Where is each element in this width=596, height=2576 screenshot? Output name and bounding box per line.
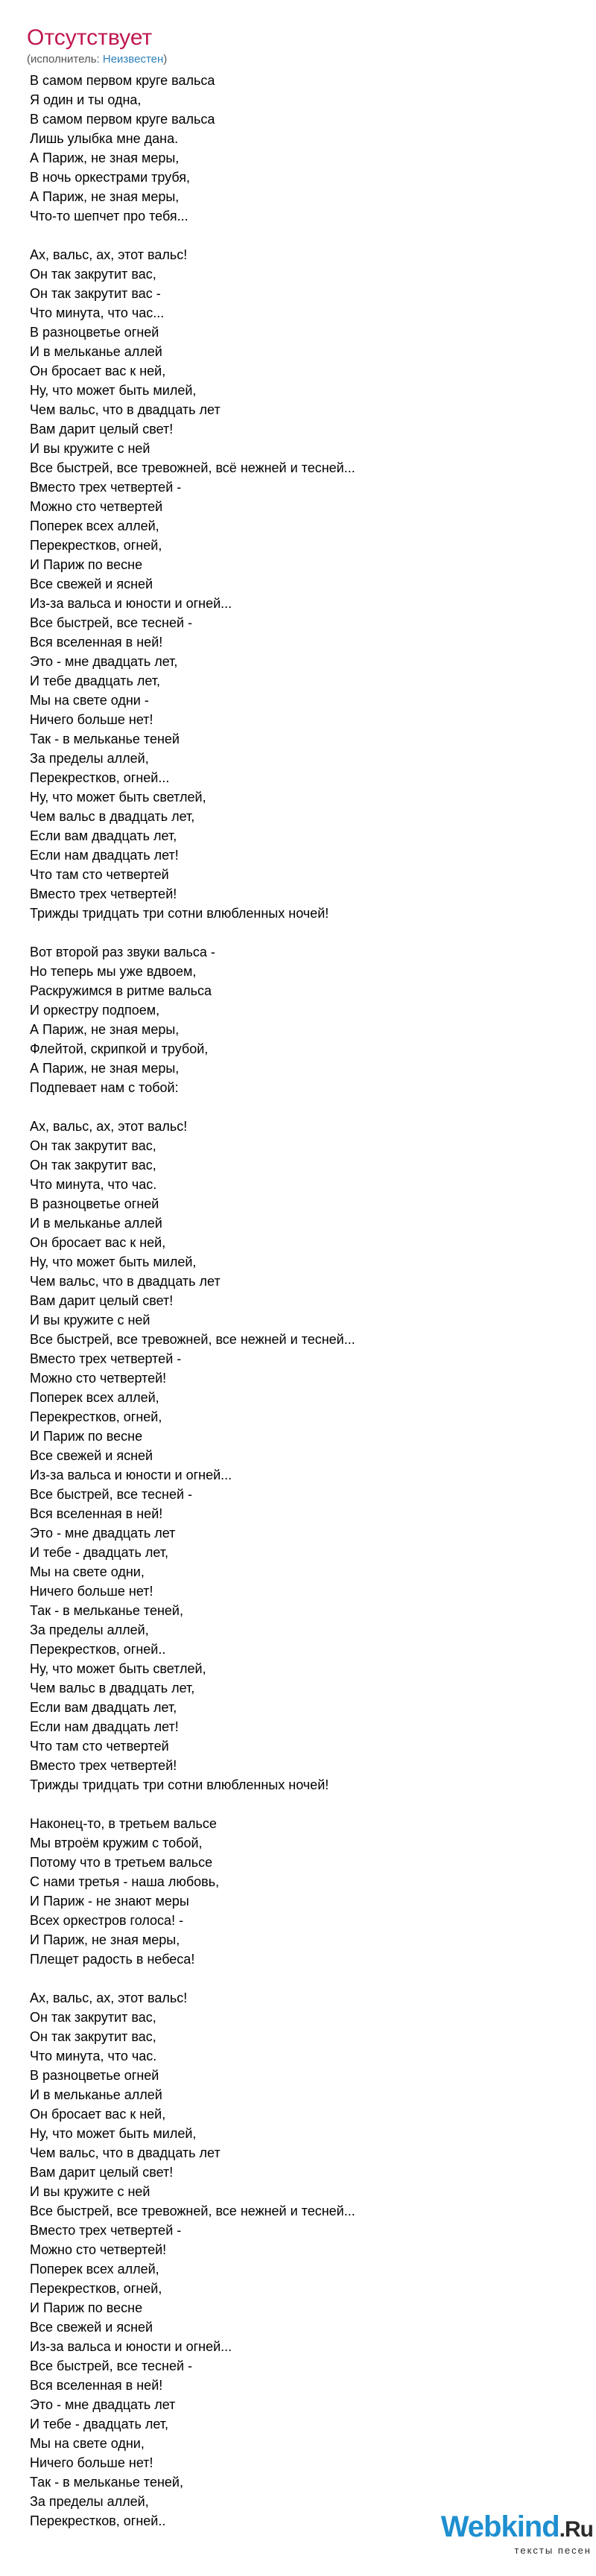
lyrics-line: Вместо трех четвертей! <box>30 1758 177 1773</box>
lyrics-stanza <box>30 245 581 923</box>
lyrics-line: Ну, что может быть светлей, <box>30 1661 206 1676</box>
lyrics-line: А Париж, не зная меры, <box>30 1061 180 1076</box>
lyrics-line: Трижды тридцать три сотни влюбленных ночей! <box>30 906 329 921</box>
lyrics-line: Что минута, что час... <box>30 305 165 320</box>
lyrics-line: Все быстрей, все тесней - <box>30 615 193 630</box>
lyrics-line: А Париж, не зная меры, <box>30 150 180 165</box>
lyrics-line: Чем вальс, что в двадцать лет <box>30 2145 221 2160</box>
lyrics-line: Вам дарит целый свет! <box>30 422 174 437</box>
lyrics-line: Поперек всех аллей, <box>30 2262 159 2277</box>
lyrics-body <box>30 71 581 2550</box>
performer-line <box>27 52 578 67</box>
lyrics-line: Но теперь мы уже вдвоем, <box>30 964 197 979</box>
lyrics-line: Плещет радость в небеса! <box>30 1952 195 1967</box>
lyrics-line: Все быстрей, все тревожней, всё нежней и тесней... <box>30 460 355 475</box>
lyrics-line: Чем вальс в двадцать лет, <box>30 809 195 824</box>
lyrics-line: Это - мне двадцать лет <box>30 1526 176 1541</box>
lyrics-line: Так - в мельканье теней, <box>30 1603 183 1618</box>
logo-tld: .Ru <box>559 2517 593 2542</box>
lyrics-line: Флейтой, скрипкой и трубой, <box>30 1041 209 1056</box>
lyrics-line: Перекрестков, огней, <box>30 538 162 553</box>
lyrics-line: В ночь оркестрами трубя, <box>30 170 191 185</box>
lyrics-line: Он бросает вас к ней, <box>30 1235 166 1250</box>
lyrics-line: И тебе двадцать лет, <box>30 673 160 688</box>
lyrics-line: И оркестру подпоем, <box>30 1003 160 1018</box>
lyrics-stanza <box>30 1117 581 1795</box>
lyrics-line: Что там сто четвертей <box>30 867 169 882</box>
lyrics-line: В самом первом круге вальса <box>30 112 215 127</box>
lyrics-line: Поперек всех аллей, <box>30 1390 159 1405</box>
lyrics-line: Это - мне двадцать лет <box>30 2397 176 2412</box>
performer-prefix: (исполнитель: <box>27 53 103 66</box>
lyrics-line: И Париж по весне <box>30 557 143 572</box>
lyrics-stanza <box>30 71 581 226</box>
lyrics-line: Что-то шепчет про тебя... <box>30 209 188 223</box>
lyrics-line: И тебе - двадцать лет, <box>30 1545 168 1560</box>
lyrics-line: Если вам двадцать лет, <box>30 1700 177 1715</box>
song-header <box>27 25 578 67</box>
lyrics-stanza <box>30 1988 581 2531</box>
lyrics-line: Трижды тридцать три сотни влюбленных ночей! <box>30 1777 329 1792</box>
logo-tagline: тексты песен <box>514 2545 592 2556</box>
lyrics-line: Вам дарит целый свет! <box>30 1293 174 1308</box>
lyrics-line: Все быстрей, все тесней - <box>30 2358 193 2373</box>
lyrics-line: Раскружимся в ритме вальса <box>30 983 212 998</box>
lyrics-line: Чем вальс в двадцать лет, <box>30 1681 195 1695</box>
lyrics-line: Вот второй раз звуки вальса - <box>30 945 215 959</box>
lyrics-line: Он так закрутит вас, <box>30 1158 156 1173</box>
site-logo[interactable] <box>434 2510 593 2563</box>
lyrics-line: А Париж, не зная меры, <box>30 189 180 204</box>
lyrics-line: Он так закрутит вас, <box>30 267 156 282</box>
lyrics-line: И Париж - не знают меры <box>30 1894 189 1909</box>
lyrics-line: Можно сто четвертей <box>30 499 163 514</box>
lyrics-line: Он так закрутит вас, <box>30 1138 156 1153</box>
lyrics-line: Всех оркестров голоса! - <box>30 1913 184 1928</box>
lyrics-line: И вы кружите с ней <box>30 441 150 456</box>
lyrics-line: Ничего больше нет! <box>30 2455 153 2470</box>
lyrics-line: В разноцветье огней <box>30 2068 159 2083</box>
lyrics-line: Перекрестков, огней.. <box>30 2513 166 2528</box>
lyrics-line: Вместо трех четвертей! <box>30 886 177 901</box>
lyrics-line: Что минута, что час. <box>30 2049 157 2063</box>
lyrics-line: Вся вселенная в ней! <box>30 635 163 650</box>
lyrics-line: Ах, вальс, ах, этот вальс! <box>30 1990 188 2005</box>
lyrics-line: Все свежей и ясней <box>30 577 153 591</box>
lyrics-line: Он бросает вас к ней, <box>30 364 166 378</box>
lyrics-line: Перекрестков, огней.. <box>30 1642 166 1657</box>
lyrics-line: Ну, что может быть милей, <box>30 383 197 398</box>
lyrics-line: Ничего больше нет! <box>30 1584 153 1599</box>
lyrics-line: Потому что в третьем вальсе <box>30 1855 213 1870</box>
lyrics-line: За пределы аллей, <box>30 751 149 766</box>
lyrics-line: Поперек всех аллей, <box>30 518 159 533</box>
lyrics-line: Из-за вальса и юности и огней... <box>30 1468 232 1482</box>
lyrics-line: Если нам двадцать лет! <box>30 1719 179 1734</box>
lyrics-line: И в мельканье аллей <box>30 2087 162 2102</box>
lyrics-line: Что там сто четвертей <box>30 1739 169 1754</box>
lyrics-line: И Париж, не зная меры, <box>30 1932 180 1947</box>
lyrics-line: Вместо трех четвертей - <box>30 480 182 495</box>
lyrics-line: И Париж по весне <box>30 2300 143 2315</box>
lyrics-line: Я один и ты одна, <box>30 92 142 107</box>
lyrics-line: Все свежей и ясней <box>30 1448 153 1463</box>
lyrics-line: Все быстрей, все тревожней, все нежней и тесней... <box>30 2204 355 2218</box>
lyrics-stanza <box>30 942 581 1097</box>
lyrics-line: В самом первом круге вальса <box>30 73 215 88</box>
lyrics-line: И в мельканье аллей <box>30 1216 162 1231</box>
lyrics-line: Ну, что может быть светлей, <box>30 790 206 805</box>
lyrics-line: Он так закрутит вас, <box>30 2029 156 2044</box>
lyrics-line: Лишь улыбка мне дана. <box>30 131 179 146</box>
lyrics-line: И вы кружите с ней <box>30 1313 150 1327</box>
lyrics-line: Вместо трех четвертей - <box>30 1351 182 1366</box>
song-title: Отсутствует <box>27 25 153 50</box>
lyrics-line: Из-за вальса и юности и огней... <box>30 2339 232 2354</box>
lyrics-line: И в мельканье аллей <box>30 344 162 359</box>
lyrics-line: С нами третья - наша любовь, <box>30 1874 220 1889</box>
lyrics-line: Перекрестков, огней, <box>30 2281 162 2296</box>
lyrics-line: Ах, вальс, ах, этот вальс! <box>30 247 188 262</box>
lyrics-line: Вместо трех четвертей - <box>30 2223 182 2238</box>
lyrics-line: Он так закрутит вас - <box>30 286 161 301</box>
lyrics-line: И Париж по весне <box>30 1429 143 1444</box>
logo-brand: Webkind <box>440 2510 559 2543</box>
lyrics-line: Все быстрей, все тревожней, все нежней и тесней... <box>30 1332 355 1347</box>
lyrics-line: Вся вселенная в ней! <box>30 2378 163 2393</box>
lyrics-line: Можно сто четвертей! <box>30 2242 167 2257</box>
lyrics-line: Это - мне двадцать лет, <box>30 654 178 669</box>
lyrics-line: Вам дарит целый свет! <box>30 2165 174 2180</box>
lyrics-line: Перекрестков, огней, <box>30 1409 162 1424</box>
lyrics-line: Так - в мельканье теней <box>30 732 180 746</box>
lyrics-line: Ничего больше нет! <box>30 712 153 727</box>
lyrics-line: Он так закрутит вас, <box>30 2010 156 2025</box>
performer-suffix: ) <box>163 53 168 66</box>
lyrics-line: А Париж, не зная меры, <box>30 1022 180 1037</box>
lyrics-line: Мы втроём кружим с тобой, <box>30 1836 203 1850</box>
lyrics-line: Чем вальс, что в двадцать лет <box>30 402 221 417</box>
lyrics-line: За пределы аллей, <box>30 2494 149 2509</box>
lyrics-line: Ну, что может быть милей, <box>30 2126 197 2141</box>
lyrics-line: И тебе - двадцать лет, <box>30 2417 168 2431</box>
lyrics-line: Ах, вальс, ах, этот вальс! <box>30 1119 188 1134</box>
lyrics-line: Чем вальс, что в двадцать лет <box>30 1274 221 1289</box>
lyrics-line: За пределы аллей, <box>30 1622 149 1637</box>
performer-link[interactable]: Неизвестен <box>102 53 164 66</box>
lyrics-line: Если нам двадцать лет! <box>30 848 179 863</box>
lyrics-line: Можно сто четвертей! <box>30 1371 167 1386</box>
lyrics-line: Мы на свете одни, <box>30 1564 145 1579</box>
lyrics-line: В разноцветье огней <box>30 325 159 340</box>
lyrics-line: Он бросает вас к ней, <box>30 2107 166 2122</box>
lyrics-line: Ну, что может быть милей, <box>30 1254 197 1269</box>
lyrics-line: Мы на свете одни - <box>30 693 149 708</box>
lyrics-line: Вся вселенная в ней! <box>30 1506 163 1521</box>
lyrics-line: Перекрестков, огней... <box>30 770 170 785</box>
lyrics-line: Мы на свете одни, <box>30 2436 145 2451</box>
lyrics-line: Все быстрей, все тесней - <box>30 1487 193 1502</box>
lyrics-line: Если вам двадцать лет, <box>30 828 177 843</box>
lyrics-line: Так - в мельканье теней, <box>30 2475 183 2490</box>
lyrics-line: Наконец-то, в третьем вальсе <box>30 1816 217 1831</box>
lyrics-line: Все свежей и ясней <box>30 2320 153 2335</box>
lyrics-line: Что минута, что час. <box>30 1177 157 1192</box>
lyrics-line: И вы кружите с ней <box>30 2184 150 2199</box>
lyrics-line: В разноцветье огней <box>30 1196 159 1211</box>
lyrics-line: Подпевает нам с тобой: <box>30 1080 179 1095</box>
lyrics-stanza <box>30 1814 581 1969</box>
lyrics-line: Из-за вальса и юности и огней... <box>30 596 232 611</box>
